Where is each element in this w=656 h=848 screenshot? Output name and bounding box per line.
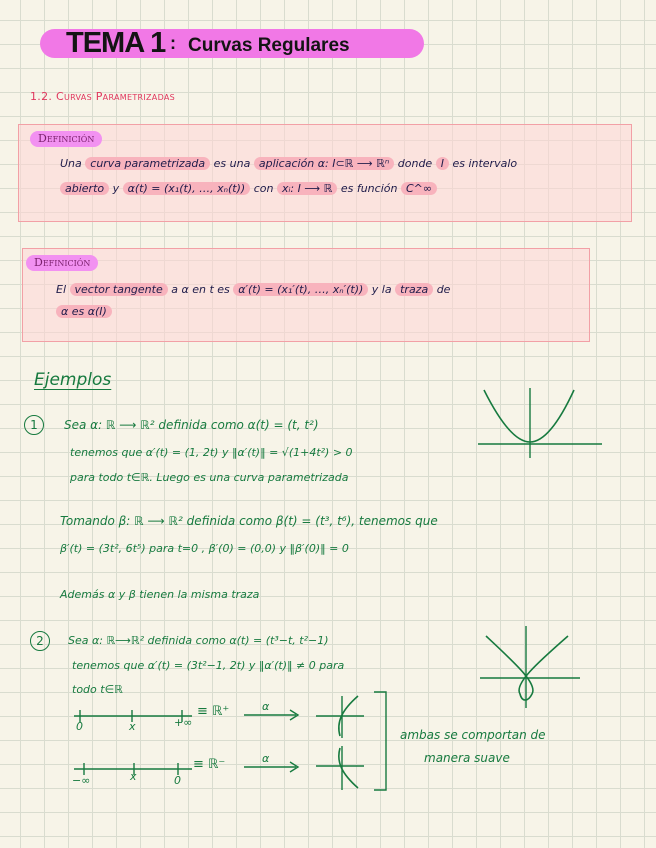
term-derivative: α′(t) = (x₁′(t), …, xₙ′(t)): [233, 283, 368, 296]
text: con: [253, 182, 274, 195]
definition-label-1: Definición: [30, 131, 102, 147]
text: es una: [213, 157, 251, 170]
conclusion-line-2: manera suave: [424, 751, 510, 765]
term-interval: I: [436, 157, 449, 170]
arrow-icon: [242, 708, 302, 722]
axis1-arrow-label: α: [262, 700, 270, 713]
example-1-line-3: para todo t∈ℝ. Luego es una curva parametrizada: [70, 471, 349, 484]
title-separator: :: [170, 33, 176, 53]
example-2-line-3: todo t∈ℝ: [72, 683, 123, 696]
axis2-set: ≡ ℝ⁻: [193, 757, 226, 772]
text: a α en t es: [171, 283, 230, 296]
term-aplicacion: aplicación α: I⊂ℝ ⟶ ℝⁿ: [254, 157, 394, 170]
nodal-cubic-graph: [476, 622, 584, 712]
parabola-graph: [470, 382, 610, 462]
example-1-conclusion: Además α y β tienen la misma traza: [60, 588, 260, 601]
example-1-tomando-line-2: β′(t) = (3t², 6t⁵) para t=0 , β′(0) = (0,0) y ‖β′(0)‖ = 0: [60, 542, 349, 555]
text: y: [112, 182, 120, 195]
branch-plus-graph: [312, 692, 368, 740]
term-curva-parametrizada: curva parametrizada: [85, 157, 210, 170]
example-2-line-1: Sea α: ℝ⟶ℝ² definida como α(t) = (t³−t, t²−1): [68, 634, 329, 647]
example-1-number: 1: [24, 415, 44, 435]
axis1-label-left: 0: [76, 720, 83, 733]
axis2-label-mid: x: [130, 770, 137, 783]
term-traza: traza: [395, 283, 433, 296]
definition-1-line-1: [60, 157, 517, 170]
text: es intervalo: [452, 157, 518, 170]
text: de: [436, 283, 451, 296]
term-alpha-components: α(t) = (x₁(t), …, xₙ(t)): [123, 182, 251, 195]
example-1-tomando-line-1: Tomando β: ℝ ⟶ ℝ² definida como β(t) = (t³, t⁶), tenemos que: [60, 514, 438, 528]
term-vector-tangente: vector tangente: [70, 283, 168, 296]
definition-box-1: [18, 124, 632, 222]
axis1-label-right: +∞: [174, 716, 193, 729]
term-component-map: xᵢ: I ⟶ ℝ: [277, 182, 337, 195]
definition-2-line-1: [56, 283, 450, 296]
text: donde: [397, 157, 433, 170]
axis2-arrow-label: α: [262, 752, 270, 765]
term-abierto: abierto: [60, 182, 109, 195]
examples-heading: Ejemplos: [34, 370, 112, 390]
example-1-line-2: tenemos que α′(t) = (1, 2t) y ‖α′(t)‖ = √(1+4t²) > 0: [70, 446, 353, 459]
bracket: [370, 690, 392, 794]
axis1-set: ≡ ℝ⁺: [197, 704, 230, 719]
text: El: [56, 283, 67, 296]
nodal-curve: [486, 636, 568, 700]
axis2-label-right: 0: [174, 774, 181, 787]
branch-minus-graph: [312, 744, 368, 792]
definition-1-line-2: [60, 182, 437, 195]
section-heading: 1.2. Curvas Parametrizadas: [30, 90, 176, 103]
term-c-infinity: C^∞: [401, 182, 437, 195]
definition-2-line-2: [56, 305, 112, 318]
example-1-line-1: Sea α: ℝ ⟶ ℝ² definida como α(t) = (t, t²): [64, 418, 319, 432]
text: Una: [60, 157, 82, 170]
text: es función: [340, 182, 398, 195]
text: y la: [371, 283, 392, 296]
arrow-icon: [242, 760, 302, 774]
parabola-curve: [484, 390, 574, 442]
axis2-label-left: −∞: [72, 774, 91, 787]
axis1-label-mid: x: [129, 720, 136, 733]
page-title: TEMA 1: [66, 27, 166, 59]
conclusion-line-1: ambas se comportan de: [400, 728, 546, 742]
example-2-number: 2: [30, 631, 50, 651]
page-subtitle: Curvas Regulares: [188, 35, 350, 56]
term-alpha-image: α es α(I): [56, 305, 112, 318]
example-2-line-2: tenemos que α′(t) = (3t²−1, 2t) y ‖α′(t)‖ ≠ 0 para: [72, 659, 345, 672]
definition-label-2: Definición: [26, 255, 98, 271]
